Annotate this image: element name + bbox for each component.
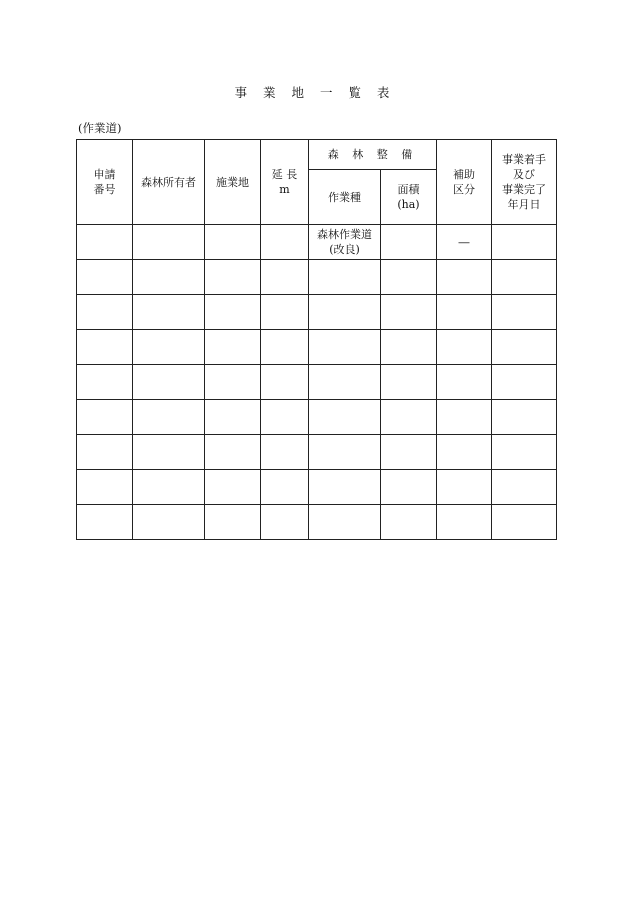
cell-work-site (205, 400, 261, 435)
table-row (77, 400, 557, 435)
header-forest-owner: 森林所有者 (133, 140, 205, 225)
header-area: 面積 (ha) (381, 170, 437, 225)
cell-subsidy-category (437, 470, 492, 505)
table-row (77, 470, 557, 505)
cell-area (381, 435, 437, 470)
cell-work-type (309, 330, 381, 365)
cell-work-type (309, 365, 381, 400)
cell-length (261, 365, 309, 400)
cell-area (381, 295, 437, 330)
project-site-table (76, 139, 557, 540)
cell-work-type (309, 260, 381, 295)
cell-application-no (77, 435, 133, 470)
cell-work-type (309, 295, 381, 330)
cell-subsidy-category (437, 330, 492, 365)
header-dates: 事業着手 及び 事業完了 年月日 (492, 140, 557, 225)
cell-dates (492, 470, 557, 505)
cell-subsidy-category (437, 260, 492, 295)
cell-forest-owner (133, 470, 205, 505)
cell-length (261, 435, 309, 470)
header-row-top (77, 140, 557, 170)
header-application-no: 申請 番号 (77, 140, 133, 225)
cell-forest-owner (133, 225, 205, 260)
header-forest-maintenance: 森 林 整 備 (309, 140, 437, 170)
cell-subsidy-category (437, 505, 492, 540)
cell-work-type (309, 470, 381, 505)
cell-work-type (309, 505, 381, 540)
cell-forest-owner (133, 400, 205, 435)
cell-length (261, 470, 309, 505)
cell-forest-owner (133, 505, 205, 540)
cell-application-no (77, 225, 133, 260)
cell-length (261, 225, 309, 260)
cell-application-no (77, 365, 133, 400)
table-body (77, 225, 557, 540)
cell-length (261, 400, 309, 435)
cell-subsidy-category (437, 400, 492, 435)
cell-dates (492, 435, 557, 470)
cell-application-no (77, 260, 133, 295)
cell-length (261, 505, 309, 540)
cell-forest-owner (133, 295, 205, 330)
table-row (77, 295, 557, 330)
cell-work-site (205, 225, 261, 260)
cell-dates (492, 365, 557, 400)
cell-work-type: 森林作業道 (改良) (309, 225, 381, 260)
cell-dates (492, 295, 557, 330)
header-work-site: 施業地 (205, 140, 261, 225)
cell-subsidy-category (437, 365, 492, 400)
table-row (77, 505, 557, 540)
cell-application-no (77, 330, 133, 365)
cell-length (261, 260, 309, 295)
cell-dates (492, 225, 557, 260)
table-row (77, 225, 557, 260)
header-subsidy-category: 補助 区分 (437, 140, 492, 225)
header-length: 延 長 m (261, 140, 309, 225)
cell-area (381, 330, 437, 365)
cell-work-site (205, 365, 261, 400)
cell-length (261, 330, 309, 365)
cell-work-site (205, 295, 261, 330)
table-row (77, 260, 557, 295)
header-work-type: 作業種 (309, 170, 381, 225)
cell-area (381, 470, 437, 505)
cell-work-type (309, 400, 381, 435)
section-label: (作業道) (78, 121, 122, 135)
cell-forest-owner (133, 260, 205, 295)
cell-subsidy-category (437, 295, 492, 330)
cell-dates (492, 260, 557, 295)
cell-area (381, 260, 437, 295)
cell-application-no (77, 505, 133, 540)
table-row (77, 365, 557, 400)
cell-subsidy-category (437, 435, 492, 470)
cell-area (381, 400, 437, 435)
cell-forest-owner (133, 365, 205, 400)
cell-work-site (205, 505, 261, 540)
cell-work-site (205, 470, 261, 505)
cell-work-site (205, 330, 261, 365)
cell-subsidy-category: ― (437, 225, 492, 260)
cell-dates (492, 505, 557, 540)
cell-work-site (205, 260, 261, 295)
cell-area (381, 505, 437, 540)
table-row (77, 330, 557, 365)
cell-work-site (205, 435, 261, 470)
cell-application-no (77, 470, 133, 505)
cell-dates (492, 400, 557, 435)
cell-area (381, 225, 437, 260)
page-title: 事 業 地 一 覧 表 (234, 85, 396, 100)
cell-work-type (309, 435, 381, 470)
cell-forest-owner (133, 435, 205, 470)
cell-application-no (77, 400, 133, 435)
table-row (77, 435, 557, 470)
cell-dates (492, 330, 557, 365)
cell-length (261, 295, 309, 330)
cell-area (381, 365, 437, 400)
cell-forest-owner (133, 330, 205, 365)
cell-application-no (77, 295, 133, 330)
